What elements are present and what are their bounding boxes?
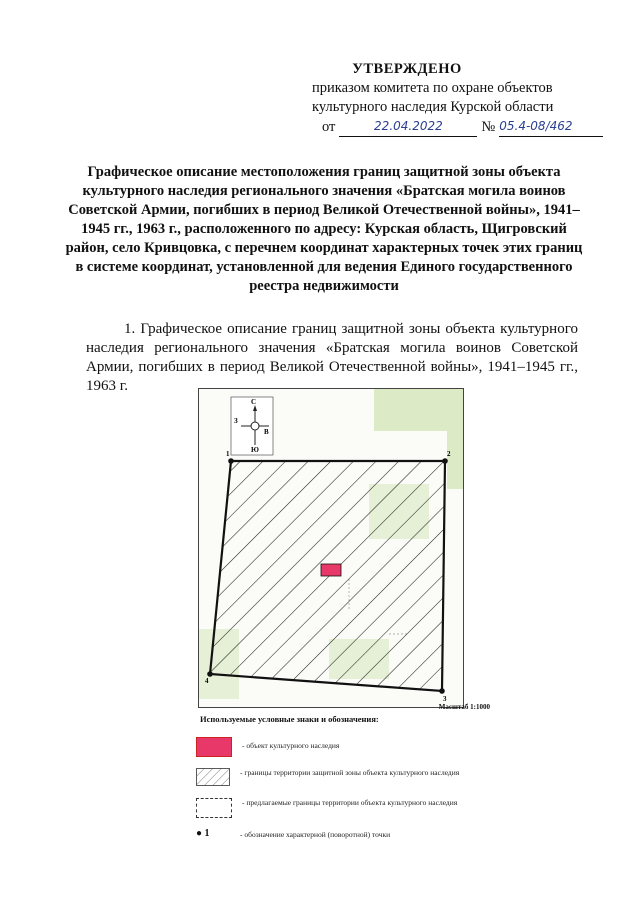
legend-zone-text: - границы территории защитной зоны объекта культурного наследия — [240, 768, 460, 777]
compass-east: В — [264, 428, 269, 436]
point-label-1: 1 — [226, 450, 230, 458]
date-value: 22.04.2022 — [339, 117, 477, 137]
boundary-point-3 — [439, 688, 445, 694]
legend-object-text: - объект культурного наследия — [242, 741, 340, 750]
legend-point-sample: ● 1 — [196, 828, 210, 839]
approval-line-1: приказом комитета по охране объектов — [312, 80, 553, 96]
compass-south: Ю — [251, 446, 259, 454]
compass-west: З — [234, 417, 238, 425]
legend-zone-swatch — [196, 768, 230, 786]
section-paragraph — [86, 320, 578, 396]
paragraph-text: 1. Графическое описание границ защитной зоны объекта культурного наследия регионального значения «Братская могила воинов Советской Армии, погибших в период Великой Отечественной войны», 1941–1945 гг., 1963 г. — [86, 321, 578, 394]
green-patch — [374, 389, 463, 431]
number-value: 05.4-08/462 — [499, 117, 603, 137]
legend-item-proposed — [196, 798, 486, 818]
point-label-4: 4 — [205, 677, 209, 685]
map-scale: Масштаб 1:1000 — [438, 703, 490, 711]
boundary-point-1 — [228, 458, 234, 464]
heritage-object — [321, 564, 341, 576]
legend-item-object — [196, 737, 486, 757]
legend-point-text: - обозначение характерной (поворотной) точки — [240, 830, 391, 839]
number-prefix: № — [481, 119, 496, 135]
point-label-2: 2 — [447, 450, 451, 458]
approval-title: УТВЕРЖДЕНО — [352, 61, 462, 77]
map-frame — [198, 388, 464, 708]
green-patch — [447, 429, 463, 489]
document-heading: Графическое описание местоположения границ защитной зоны объекта культурного наследия регионального значения «Братская могила воинов Советской Армии, погибших в период Великой Отечественной войны», 1941–1945 гг., 1963 г., расположенного по адресу: Курская область, Щигровский район, село Кривцовка, с перечнем координат характерных точек этих границ в системе координат, установленной для ведения Единого государственного реестра недвижимости — [65, 164, 583, 294]
approval-line-2: культурного наследия Курской области — [312, 99, 554, 115]
boundary-map — [199, 389, 463, 707]
legend-proposed-text: - предлагаемые границы территории объекта культурного наследия — [242, 798, 458, 807]
legend-point-number: 1 — [204, 828, 210, 839]
legend-item-point — [196, 828, 486, 840]
compass-north: С — [251, 398, 257, 406]
compass-rose — [231, 397, 273, 455]
legend-object-swatch — [196, 737, 232, 757]
approval-block — [312, 60, 612, 137]
legend-title: Используемые условные знаки и обозначения: — [200, 714, 379, 724]
date-prefix: от — [322, 119, 336, 135]
legend-proposed-swatch — [196, 798, 232, 818]
point-label-3: 3 — [443, 695, 447, 703]
legend-item-zone — [196, 768, 486, 786]
date-number-row — [322, 117, 612, 137]
boundary-point-2 — [442, 458, 448, 464]
boundary-point-4 — [207, 671, 213, 677]
